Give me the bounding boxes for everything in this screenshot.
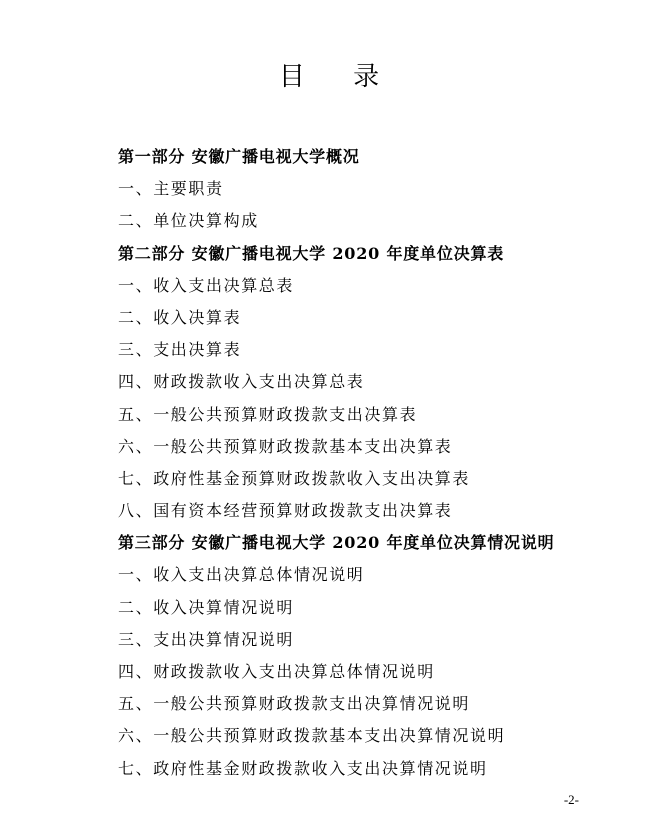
toc-entry: 二、单位决算构成 [118, 211, 259, 231]
toc-entry: 一、收入支出决算总体情况说明 [118, 565, 365, 585]
table-of-contents [118, 146, 618, 790]
toc-entry: 八、国有资本经营预算财政拨款支出决算表 [118, 501, 453, 521]
toc-entry: 七、政府性基金预算财政拨款收入支出决算表 [118, 468, 471, 488]
toc-entry: 二、收入决算表 [118, 307, 242, 327]
toc-part-heading: 第三部分 安徽广播电视大学 2020 年度单位决算情况说明 [118, 533, 555, 553]
toc-entry: 五、一般公共预算财政拨款支出决算表 [118, 404, 418, 424]
toc-entry: 六、一般公共预算财政拨款基本支出决算表 [118, 436, 453, 456]
toc-entry: 一、收入支出决算总表 [118, 275, 295, 295]
toc-entry: 三、支出决算情况说明 [118, 629, 295, 649]
toc-entry: 三、支出决算表 [118, 340, 242, 360]
toc-part-heading: 第二部分 安徽广播电视大学 2020 年度单位决算表 [118, 243, 505, 263]
toc-entry: 五、一般公共预算财政拨款支出决算情况说明 [118, 694, 471, 714]
toc-entry: 七、政府性基金财政拨款收入支出决算情况说明 [118, 758, 488, 778]
toc-entry: 六、一般公共预算财政拨款基本支出决算情况说明 [118, 726, 506, 746]
toc-entry: 二、收入决算情况说明 [118, 597, 295, 617]
page-number: -2- [563, 792, 579, 807]
toc-entry: 一、主要职责 [118, 179, 224, 199]
page-title: 目 录 [278, 62, 400, 92]
toc-entry: 四、财政拨款收入支出决算总表 [118, 372, 365, 392]
toc-part-heading: 第一部分 安徽广播电视大学概况 [118, 147, 360, 166]
toc-entry: 四、财政拨款收入支出决算总体情况说明 [118, 662, 435, 681]
